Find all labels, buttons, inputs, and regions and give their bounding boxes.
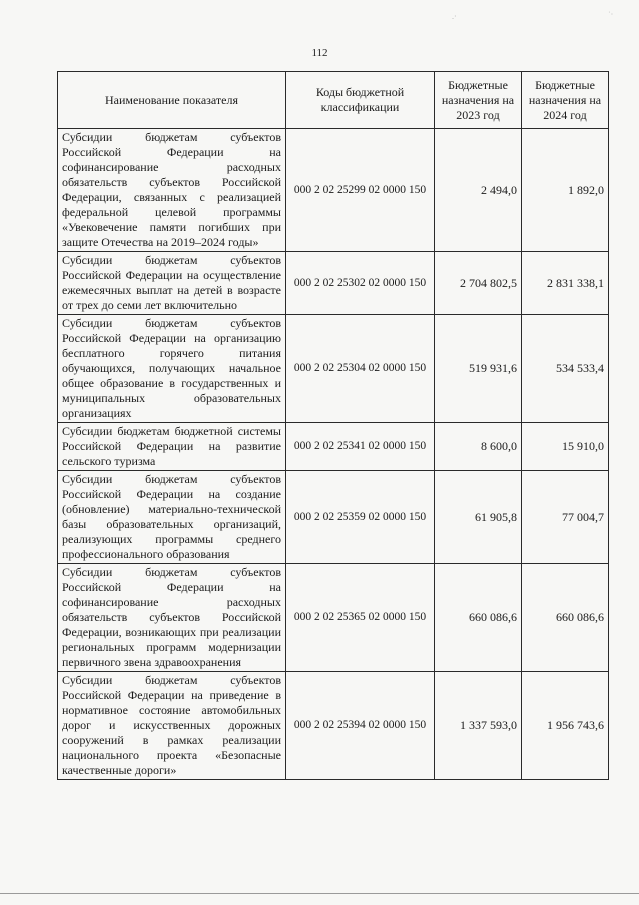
scan-speck: ˙·: [608, 10, 614, 19]
indicator-name: Субсидии бюджетам субъектов Российской Федерации на приведение в нормативное состояние автомобильных дорог и искусственных дорожных сооружений в рамках реализации национального проекта «Безопасные качественные дороги»: [58, 672, 286, 780]
table-header-row: [58, 72, 609, 129]
scan-speck: .·: [452, 12, 457, 21]
amount-2024: 15 910,0: [522, 423, 609, 471]
budget-code: 000 2 02 25299 02 0000 150: [286, 129, 435, 252]
amount-2023: 1 337 593,0: [435, 672, 522, 780]
amount-2023: 660 086,6: [435, 564, 522, 672]
indicator-name: Субсидии бюджетам субъектов Российской Федерации на осуществление ежемесячных выплат на детей в возрасте от трех до семи лет включительно: [58, 252, 286, 315]
amount-2024: 1 892,0: [522, 129, 609, 252]
indicator-name: Субсидии бюджетам бюджетной системы Российской Федерации на развитие сельского туризма: [58, 423, 286, 471]
amount-2024: 2 831 338,1: [522, 252, 609, 315]
table-row: [58, 471, 609, 564]
indicator-name: Субсидии бюджетам субъектов Российской Федерации на организацию бесплатного горячего питания обучающихся, получающих начальное общее образование в государственных и муниципальных образовательных организациях: [58, 315, 286, 423]
amount-2023: 519 931,6: [435, 315, 522, 423]
table-row: [58, 315, 609, 423]
amount-2024: 77 004,7: [522, 471, 609, 564]
header-appropriation-2023: Бюджетные назначения на 2023 год: [435, 72, 522, 129]
header-appropriation-2024: Бюджетные назначения на 2024 год: [522, 72, 609, 129]
table-row: [58, 129, 609, 252]
budget-code: 000 2 02 25304 02 0000 150: [286, 315, 435, 423]
amount-2024: 534 533,4: [522, 315, 609, 423]
amount-2024: 660 086,6: [522, 564, 609, 672]
budget-code: 000 2 02 25359 02 0000 150: [286, 471, 435, 564]
page-bottom-edge: [0, 893, 639, 894]
budget-code: 000 2 02 25302 02 0000 150: [286, 252, 435, 315]
budget-table: [57, 71, 609, 780]
amount-2023: 2 704 802,5: [435, 252, 522, 315]
indicator-name: Субсидии бюджетам субъектов Российской Федерации на софинансирование расходных обязательств субъектов Российской Федерации, возникающих при реализации региональных программ модернизации первичного звена здравоохранения: [58, 564, 286, 672]
amount-2024: 1 956 743,6: [522, 672, 609, 780]
amount-2023: 61 905,8: [435, 471, 522, 564]
page-number: 112: [311, 47, 328, 59]
table-row: [58, 252, 609, 315]
amount-2023: 8 600,0: [435, 423, 522, 471]
budget-code: 000 2 02 25341 02 0000 150: [286, 423, 435, 471]
indicator-name: Субсидии бюджетам субъектов Российской Федерации на софинансирование расходных обязательств субъектов Российской Федерации, связанных с реализацией федеральной целевой программы «Увековечение памяти погибших при защите Отечества на 2019–2024 годы»: [58, 129, 286, 252]
budget-code: 000 2 02 25394 02 0000 150: [286, 672, 435, 780]
indicator-name: Субсидии бюджетам субъектов Российской Федерации на создание (обновление) материально-технической базы образовательных организаций, реализующих программы среднего профессионального образования: [58, 471, 286, 564]
table-row: [58, 423, 609, 471]
header-budget-code: Коды бюджетной классификации: [286, 72, 435, 129]
budget-code: 000 2 02 25365 02 0000 150: [286, 564, 435, 672]
table-row: [58, 672, 609, 780]
amount-2023: 2 494,0: [435, 129, 522, 252]
table-row: [58, 564, 609, 672]
header-indicator-name: Наименование показателя: [58, 72, 286, 129]
